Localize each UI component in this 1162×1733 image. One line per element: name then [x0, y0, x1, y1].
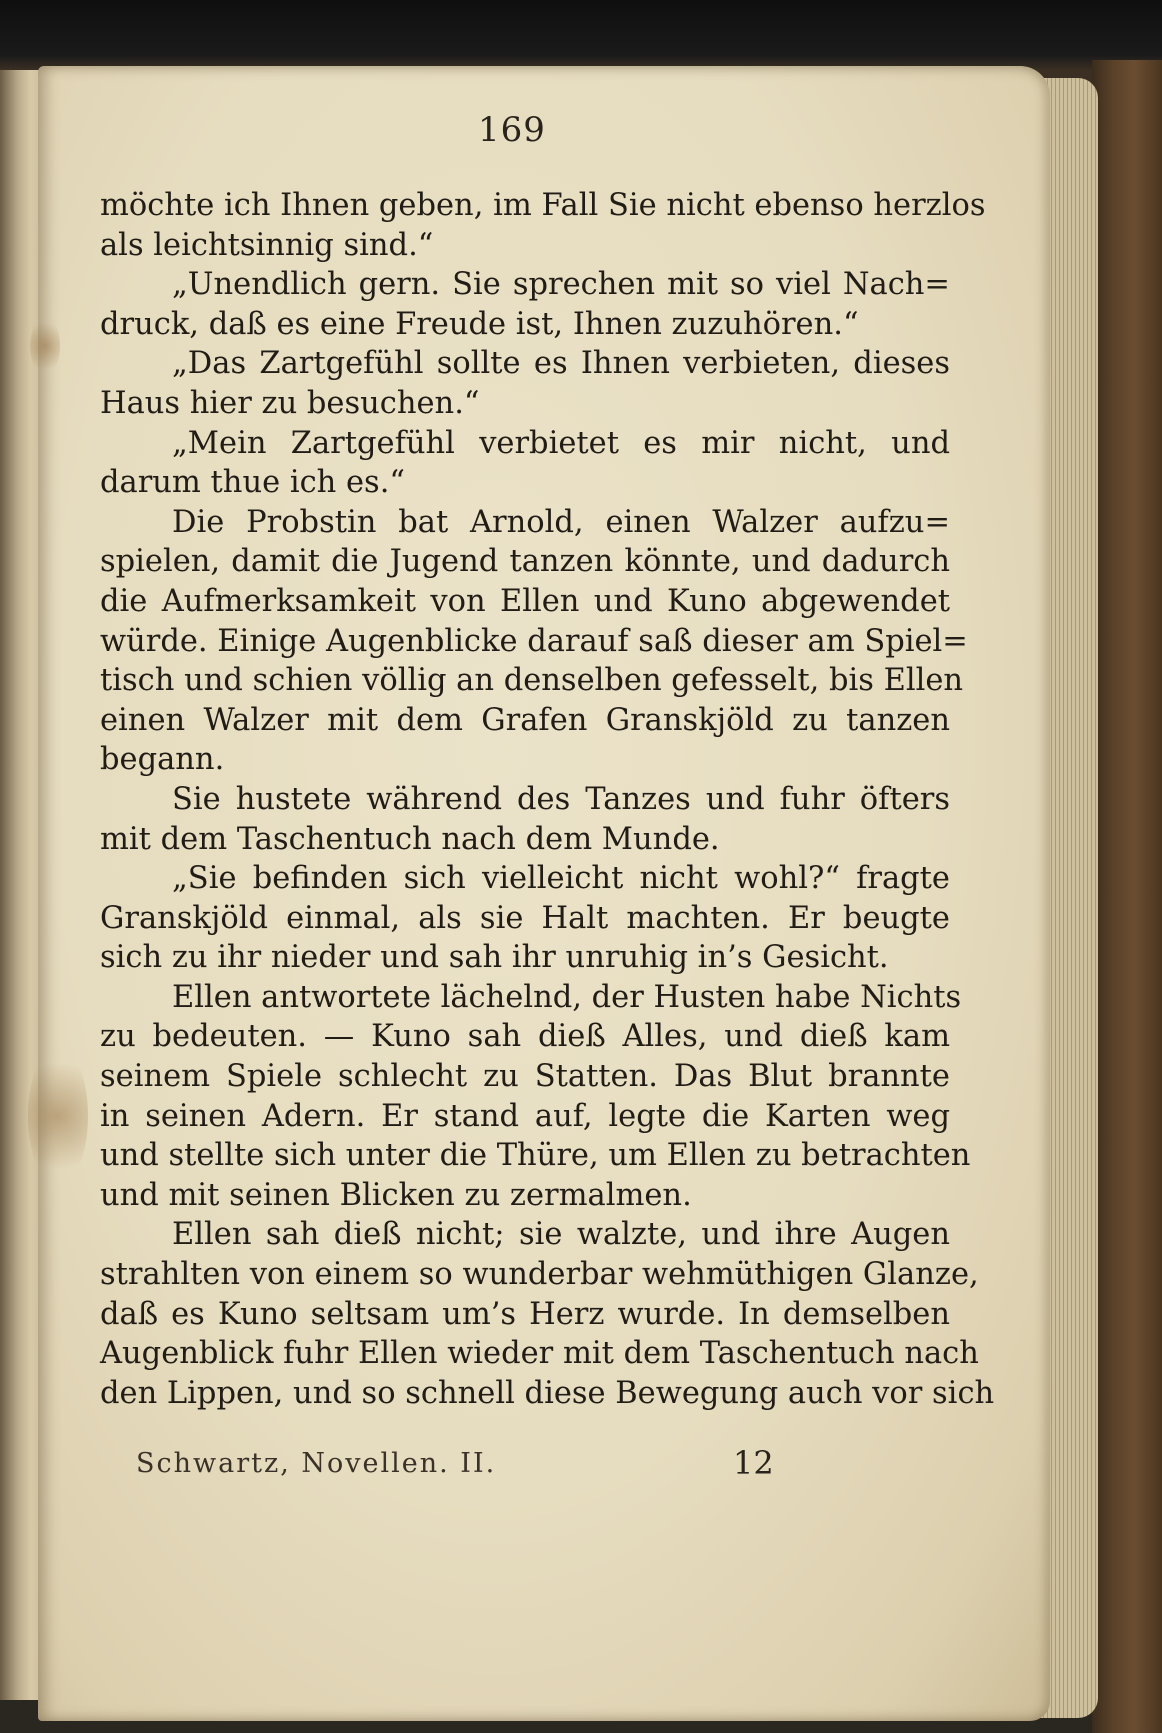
body-text	[100, 186, 995, 1413]
text-line: Haus hier zu besuchen.“	[100, 385, 480, 421]
text-line: begann.	[100, 742, 225, 778]
text-line: in seinen Adern. Er stand auf, legte die Karten weg	[100, 1098, 950, 1134]
text-line: „Sie befinden sich vielleicht nicht wohl?“ fragte	[172, 861, 950, 897]
text-line: mit dem Taschentuch nach dem Munde.	[100, 821, 720, 857]
book-cover-edge	[1092, 60, 1162, 1733]
text-line: Ellen antwortete lächelnd, der Husten habe Nichts	[172, 979, 962, 1015]
footer-signature-title: Schwartz, Novellen. II.	[136, 1448, 497, 1479]
text-line: spielen, damit die Jugend tanzen könnte, und dadurch	[100, 544, 950, 580]
text-line: daß es Kuno seltsam um’s Herz wurde. In demselben	[100, 1296, 950, 1332]
text-line: Augenblick fuhr Ellen wieder mit dem Taschentuch nach	[100, 1336, 979, 1372]
signature-mark: 12	[733, 1444, 774, 1482]
paper-stain	[30, 316, 60, 376]
text-line: tisch und schien völlig an denselben gefesselt, bis Ellen	[100, 663, 964, 699]
text-line: seinem Spiele schlecht zu Statten. Das Blut brannte	[100, 1059, 950, 1095]
text-line: strahlten von einem so wunderbar wehmüthigen Glanze,	[100, 1257, 979, 1293]
text-line: würde. Einige Augenblicke darauf saß dieser am Spiel=	[100, 623, 968, 659]
text-line: darum thue ich es.“	[100, 465, 405, 501]
text-line: einen Walzer mit dem Grafen Granskjöld zu tanzen	[100, 702, 950, 738]
text-line: Die Probstin bat Arnold, einen Walzer aufzu=	[172, 504, 950, 540]
text-line: sich zu ihr nieder und sah ihr unruhig in’s Gesicht.	[100, 940, 889, 976]
text-line: Granskjöld einmal, als sie Halt machten. Er beugte	[100, 900, 950, 936]
paper-stain	[28, 1046, 88, 1186]
text-line: den Lippen, und so schnell diese Bewegung auch vor sich	[100, 1375, 995, 1411]
text-line: „Das Zartgefühl sollte es Ihnen verbieten, dieses	[172, 346, 950, 382]
text-line: „Unendlich gern. Sie sprechen mit so viel Nach=	[172, 267, 950, 303]
text-line: die Aufmerksamkeit von Ellen und Kuno abgewendet	[100, 583, 950, 619]
text-line: zu bedeuten. — Kuno sah dieß Alles, und dieß kam	[100, 1019, 950, 1055]
text-line: und mit seinen Blicken zu zermalmen.	[100, 1177, 692, 1213]
text-line: als leichtsinnig sind.“	[100, 227, 434, 263]
text-line: und stellte sich unter die Thüre, um Ellen zu betrachten	[100, 1138, 971, 1174]
text-line: Ellen sah dieß nicht; sie walzte, und ihre Augen	[172, 1217, 950, 1253]
text-line: „Mein Zartgefühl verbietet es mir nicht, und	[172, 425, 950, 461]
page-number: 169	[478, 110, 546, 150]
text-line: druck, daß es eine Freude ist, Ihnen zuzuhören.“	[100, 306, 859, 342]
text-line: Sie hustete während des Tanzes und fuhr öfters	[172, 781, 950, 817]
book-page	[38, 66, 1050, 1721]
text-line: möchte ich Ihnen geben, im Fall Sie nicht ebenso herzlos	[100, 188, 986, 223]
